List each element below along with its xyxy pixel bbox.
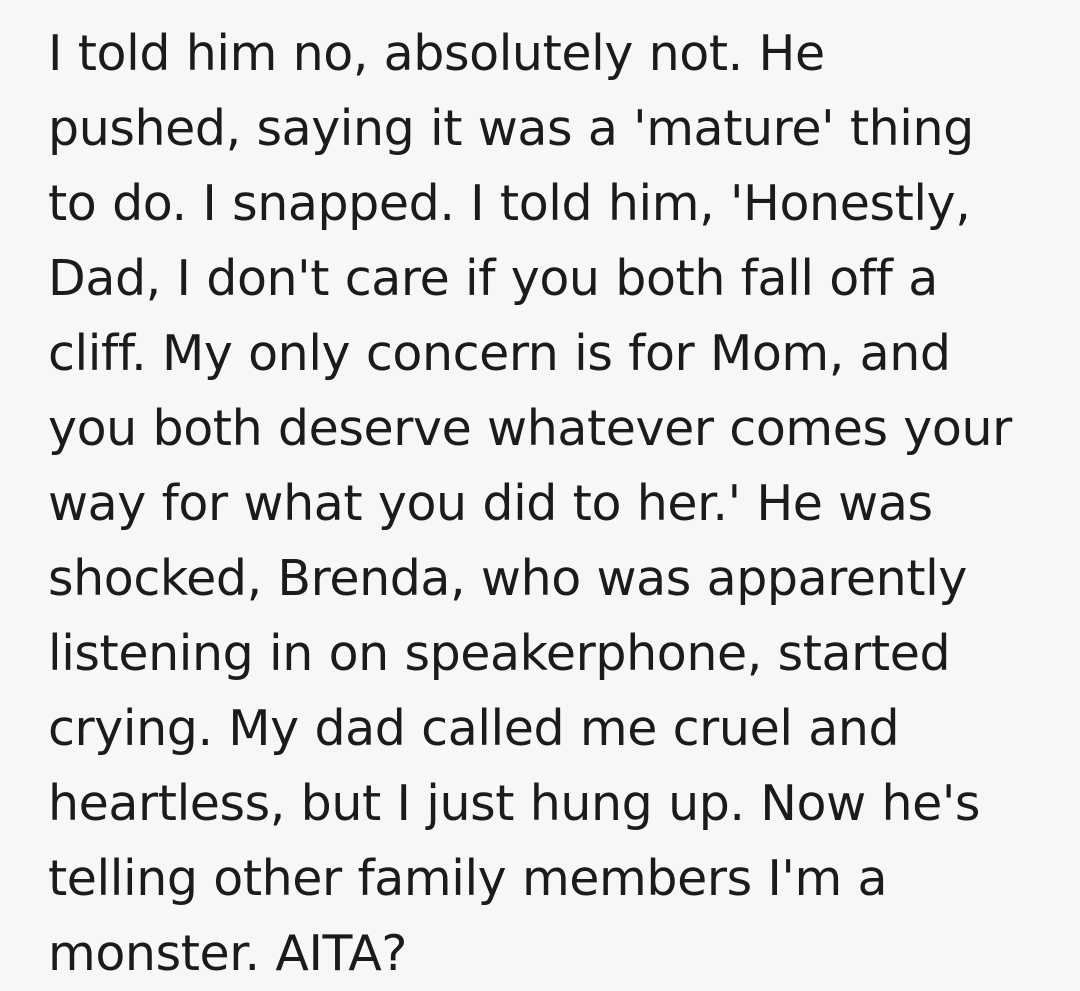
story-paragraph: I told him no, absolutely not. He pushed, saying it was a 'mature' thing to do. I snapped. I told him, 'Honestly, Dad, I don't care if you both fall off a cliff. My only concern is for Mom, and you both deserve whatever comes your way for what you did to her.' He was shocked, Brenda, who was apparently listening in on speakerphone, started crying. My dad called me cruel and heartless, but I just hung up. Now he's telling other family members I'm a monster. AITA?: [48, 25, 1028, 982]
